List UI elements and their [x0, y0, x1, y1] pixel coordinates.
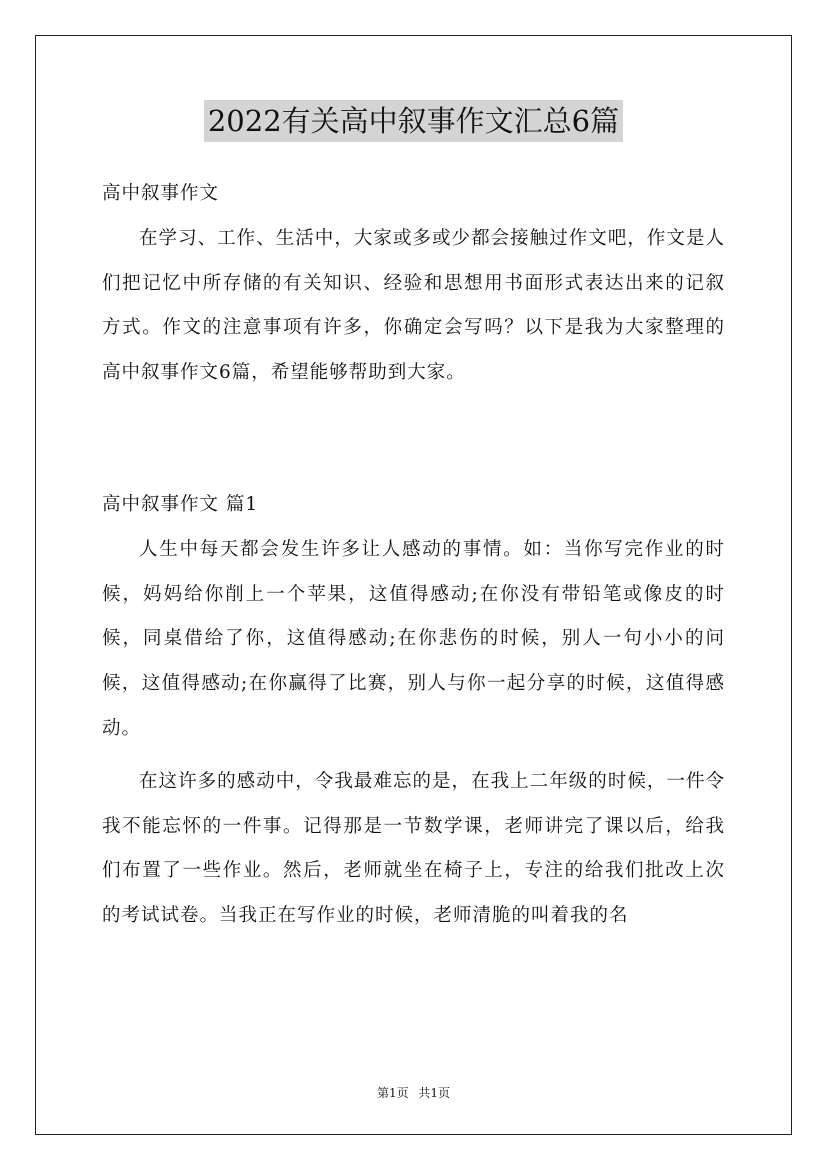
- section-heading: 高中叙事作文 篇1: [102, 493, 259, 515]
- document-title: 2022有关高中叙事作文汇总6篇: [204, 100, 623, 142]
- title-container: [0, 100, 827, 142]
- section-spacer: [102, 396, 725, 483]
- document-body: [102, 172, 725, 939]
- paragraph-spacer: [102, 752, 725, 760]
- body-paragraph: 在这许多的感动中，令我最难忘的是，在我上二年级的时候，一件令我不能忘怀的一件事。记得那是一节数学课，老师讲完了课以后，给我们布置了一些作业。然后，老师就坐在椅子上，专注的给我们批改上次的考试试卷。当我正在写作业的时候，老师清脆的叫着我的名: [102, 770, 725, 927]
- page-number-current: 第1页: [376, 1086, 409, 1100]
- page-number-total: 共1页: [418, 1086, 451, 1100]
- intro-paragraph: 在学习、工作、生活中，大家或多或少都会接触过作文吧，作文是人们把记忆中所存储的有关知识、经验和思想用书面形式表达出来的记叙方式。作文的注意事项有许多，你确定会写吗？以下是我为大家整理的高中叙事作文6篇，希望能够帮助到大家。: [102, 227, 725, 384]
- page-footer: [0, 1084, 827, 1102]
- intro-heading: 高中叙事作文: [102, 183, 220, 204]
- body-paragraph: 人生中每天都会发生许多让人感动的事情。如：当你写完作业的时候，妈妈给你削上一个苹果，这值得感动;在你没有带铅笔或像皮的时候，同桌借给了你，这值得感动;在你悲伤的时候，别人一句小小的问候，这值得感动;在你赢得了比赛，别人与你一起分享的时候，这值得感动。: [102, 538, 725, 739]
